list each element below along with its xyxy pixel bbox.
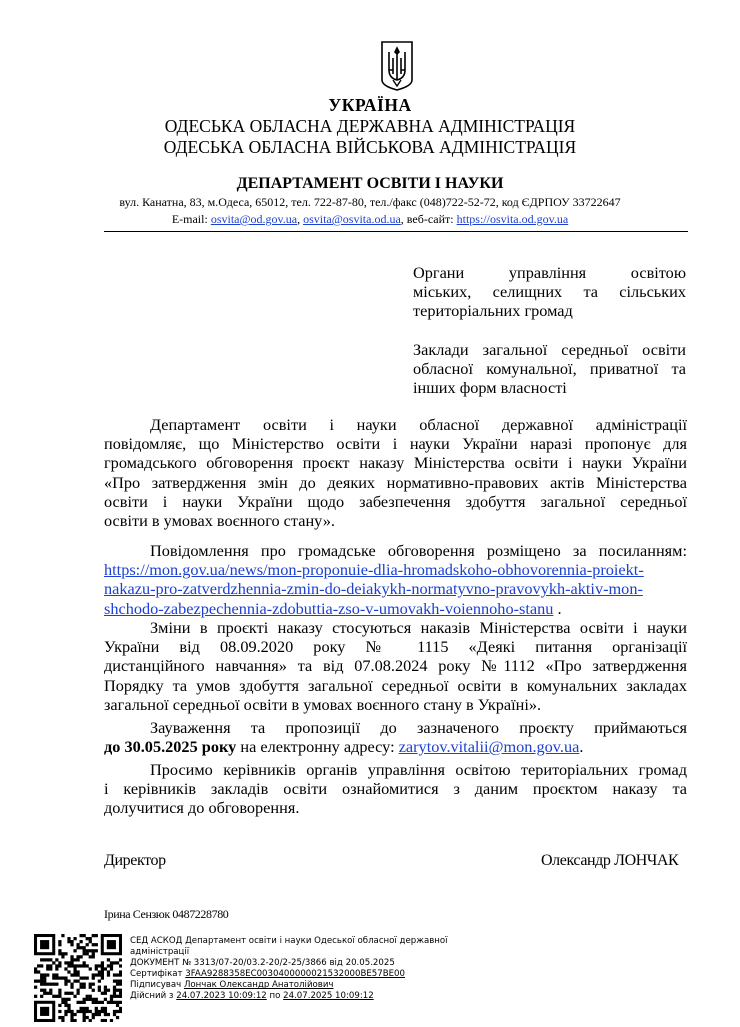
paragraph-line: загальної середньої освіти в умовах воєнного стану в Україні».: [104, 694, 542, 714]
addressee-2: [413, 340, 686, 398]
paragraph-line: Порядку та умов здобуття загальної середньої освіти в комунальних закладах: [104, 675, 687, 695]
link-end: .: [553, 598, 562, 618]
country-title: УКРАЇНА: [328, 95, 412, 115]
paragraph-line: повідомляє, що Міністерство освіти і науки України наразі пропонує для: [104, 434, 687, 454]
stamp-line: [130, 980, 450, 991]
stamp-line: ДОКУМЕНТ № 3313/07-20/03.2-20/2-25/3866 від 20.05.2025: [130, 958, 395, 969]
signature-position: Директор: [104, 852, 166, 869]
qr-code: [34, 934, 122, 1022]
addressee-2-line: інших форм власності: [413, 378, 567, 398]
paragraph-line: освіти в умовах воєнного стану».: [104, 511, 335, 531]
email-link-1[interactable]: osvita@od.gov.ua: [210, 212, 298, 226]
paragraph-1: [104, 415, 687, 530]
stamp-line: [130, 969, 450, 980]
paragraph-line: долучитися до обговорення.: [104, 798, 300, 818]
announcement-link[interactable]: https://mon.gov.ua/news/mon-proponuie-dlia-hromadskoho-obhovorennia-proiekt-: [104, 560, 644, 580]
paragraph-4: [104, 718, 687, 756]
addressee-2-line: Заклади загальної середньої освіти: [413, 340, 686, 359]
paragraph-line: і керівників закладів освіти ознайомитися з даним проєктом наказу та: [104, 779, 687, 799]
announcement-link[interactable]: nakazu-pro-zatverdzhennia-zmin-do-deiakykh-normatyvno-pravovykh-aktiv-mon-: [104, 579, 643, 599]
admin-title-2: ОДЕСЬКА ОБЛАСНА ВІЙСЬКОВА АДМІНІСТРАЦІЯ: [163, 137, 577, 157]
department-address: вул. Канатна, 83, м.Одеса, 65012, тел. 722-87-80, тел./факс (048)722-52-72, код ЄДРПОУ 33722647: [119, 195, 621, 209]
paragraph-line: Зміни в проєкті наказу стосуються наказів Міністерства освіти і науки: [150, 618, 687, 637]
signer-name: Лончак Олександр Анатолійович: [183, 980, 334, 991]
digital-signature-stamp: [130, 936, 450, 1003]
valid-to: 24.07.2025 10:09:12: [283, 991, 374, 1002]
stamp-label: Підписувач: [130, 980, 184, 991]
stamp-label: Дійсний з: [130, 991, 177, 1002]
paragraph-5: [104, 760, 687, 818]
executor-info: Ірина Сензюк 0487228780: [104, 907, 229, 921]
signature-name: Олександр ЛОНЧАК: [541, 852, 679, 869]
admin-title-1: ОДЕСЬКА ОБЛАСНА ДЕРЖАВНА АДМІНІСТРАЦІЯ: [164, 116, 576, 136]
paragraph-line: Просимо керівників органів управління освітою територіальних громад: [150, 760, 687, 779]
stamp-label: Сертифікат: [130, 969, 186, 980]
paragraph-line: Повідомлення про громадське обговорення розміщено за посиланням:: [150, 541, 687, 560]
email-label: E-mail:: [171, 212, 211, 226]
site-label: , веб-сайт:: [400, 212, 457, 226]
paragraph-line: [104, 579, 687, 598]
paragraph-text: на електронну адресу:: [236, 737, 399, 757]
feedback-email-link[interactable]: zarytov.vitalii@mon.gov.ua: [398, 737, 580, 757]
stamp-line: [130, 991, 450, 1002]
paragraph-line: Департамент освіти і науки обласної державної адміністрації: [150, 415, 687, 434]
announcement-link[interactable]: shchodo-zabezpechennia-zdobuttia-zso-v-umovakh-voiennoho-stanu: [104, 598, 554, 618]
paragraph-line: України від 08.09.2020 року № 1115 «Деякі питання організації: [104, 637, 687, 657]
stamp-label: по: [266, 991, 284, 1002]
paragraph-text: .: [579, 737, 584, 757]
addressee-1-line: Органи управління освітою: [413, 263, 686, 282]
valid-from: 24.07.2023 10:09:12: [176, 991, 267, 1002]
paragraph-line: «Про затвердження змін до деяких нормативно-правових актів Міністерства: [104, 472, 687, 492]
paragraph-2: [104, 541, 687, 618]
paragraph-line: громадського обговорення проєкт наказу Міністерства освіти і науки України: [104, 453, 687, 473]
paragraph-3: [104, 618, 687, 714]
coat-of-arms-icon: [379, 40, 415, 92]
addressee-1-line: територіальних громад: [413, 301, 573, 321]
department-contacts: [0, 212, 740, 227]
stamp-line: адміністрації: [130, 947, 190, 958]
addressee-1: [413, 263, 686, 321]
header-divider: [104, 231, 688, 232]
paragraph-line: [104, 737, 687, 756]
email-link-2[interactable]: osvita@osvita.od.ua: [303, 212, 401, 226]
stamp-line: СЕД АСКОД Департамент освіти і науки Одеської обласної державної: [130, 936, 448, 946]
paragraph-line: Зауваження та пропозиції до зазначеного проєкту приймаються: [150, 718, 687, 737]
website-link[interactable]: https://osvita.od.gov.ua: [456, 212, 569, 226]
department-title: ДЕПАРТАМЕНТ ОСВІТИ І НАУКИ: [236, 175, 504, 192]
paragraph-line: [104, 560, 687, 579]
addressee-2-line: обласної комунальної, приватної та: [413, 359, 686, 379]
paragraph-line: освіти і науки України щодо забезпечення здобуття загальної середньої: [104, 491, 687, 511]
paragraph-line: дистанційного навчання» та від 07.08.2024 року №1112 «Про затвердження: [104, 656, 687, 676]
certificate-number: 3FAA9288358EC0030400000021532000BE57BE00: [185, 969, 405, 980]
addressee-1-line: міських, селищних та сільських: [413, 282, 686, 302]
email-separator: ,: [297, 212, 304, 226]
paragraph-line: [104, 599, 687, 618]
deadline-date: до 30.05.2025 року: [104, 737, 237, 757]
